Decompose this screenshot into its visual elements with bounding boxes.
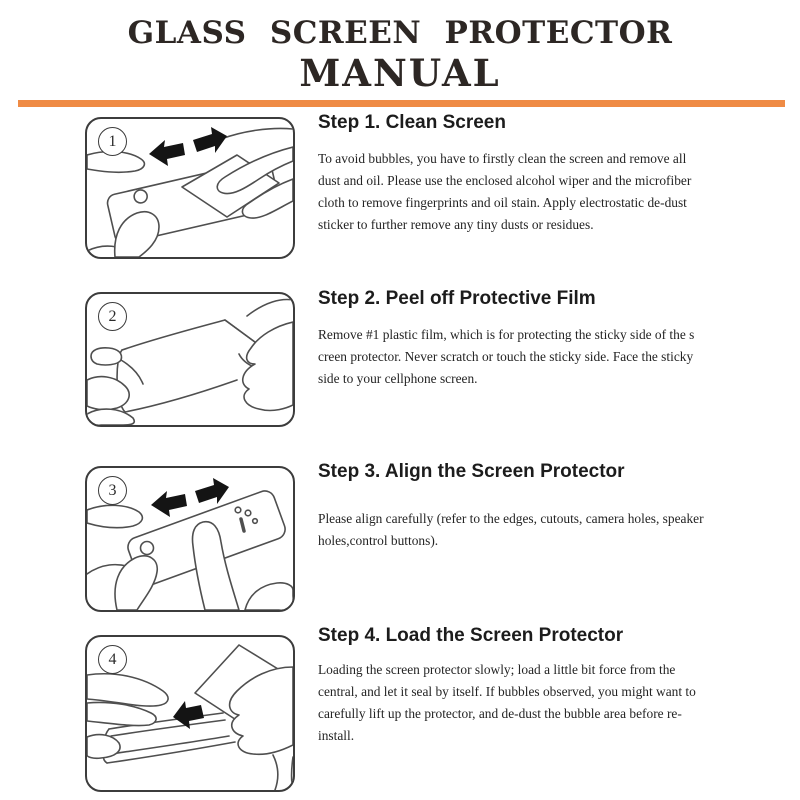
step-3-illustration [85,466,295,612]
press-down-left-arrow-icon [173,701,204,729]
manual-title-line-1: GLASS SCREEN PROTECTOR [127,15,673,51]
step-1-illustration [85,117,295,259]
wipe-right-arrow-icon [193,127,227,153]
step-1-body: To avoid bubbles, you have to firstly clean the screen and remove all dust and oil. Please use the enclosed alcohol wiper and the microfiber cloth to remove fingerprints and oil stain. Apply electrostatic de-dust sticker to further remove any tiny dusts or residues. [318,151,692,232]
step-3-body: Please align carefully (refer to the edges, cutouts, camera holes, speaker holes,control buttons). [318,511,704,548]
orange-divider [18,100,785,107]
step-1-heading: Step 1. Clean Screen [318,112,506,133]
step-2-body: Remove #1 plastic film, which is for protecting the sticky side of the s creen protector. Never scratch or touch the sticky side. Face the sticky side to your cellphone screen. [318,327,695,386]
wipe-left-arrow-icon [149,140,185,166]
step-2-number-badge: 2 [98,302,127,331]
step-4-number-badge: 4 [98,645,127,674]
step-1-number-badge: 1 [98,127,127,156]
step-4-heading: Step 4. Load the Screen Protector [318,625,624,646]
align-right-arrow-icon [195,478,229,504]
manual-title-line-2: MANUAL [299,51,501,95]
step-3-heading: Step 3. Align the Screen Protector [318,461,625,482]
align-left-arrow-icon [151,491,187,517]
step-4-illustration [85,635,295,792]
step-2-heading: Step 2. Peel off Protective Film [318,288,596,309]
step-2-illustration [85,292,295,427]
step-3-number-badge: 3 [98,476,127,505]
step-4-body: Loading the screen protector slowly; load a little bit force from the central, and let it seal by itself. If bubbles observed, you might want to carefully lift up the protector, and de-dust the bubble area before re-install. [318,662,696,743]
